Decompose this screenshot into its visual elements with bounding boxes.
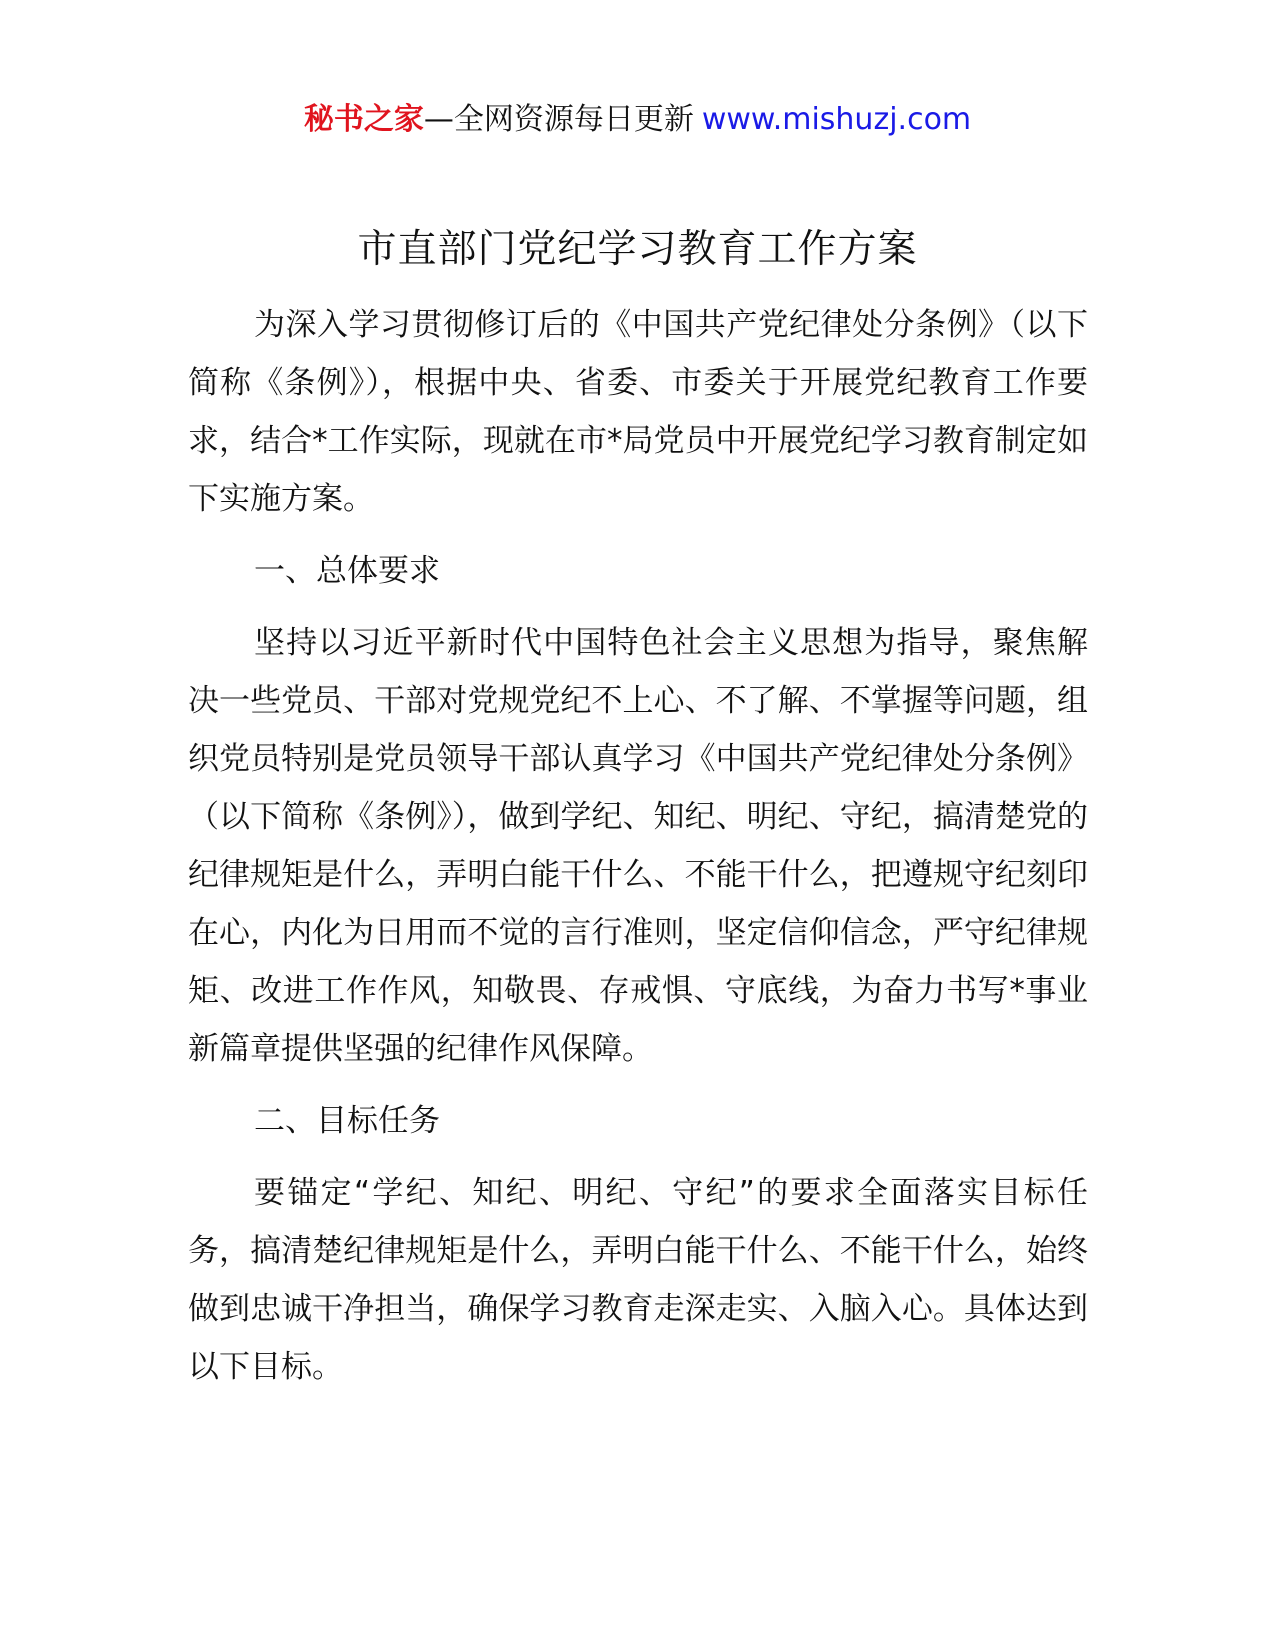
site-header	[0, 98, 1275, 142]
site-url-link[interactable]: www.mishuzj.com	[701, 102, 972, 137]
brand-name: 秘书之家	[303, 102, 424, 137]
header-slogan: —全网资源每日更新	[423, 102, 694, 137]
document-body	[188, 296, 1088, 1410]
section-heading-goals-tasks: 二、目标任务	[254, 1103, 440, 1139]
general-requirements-paragraph: 坚持以习近平新时代中国特色社会主义思想为指导，聚焦解决一些党员、干部对党规党纪不上心、不了解、不掌握等问题，组织党员特别是党员领导干部认真学习《中国共产党纪律处分条例》（以下简称《条例》），做到学纪、知纪、明纪、守纪，搞清楚党的纪律规矩是什么，弄明白能干什么、不能干什么，把遵规守纪刻印在心，内化为日用而不觉的言行准则，坚定信仰信念，严守纪律规矩、改进工作作风，知敬畏、存戒惧、守底线，为奋力书写*事业新篇章提供坚强的纪律作风保障。	[188, 625, 1088, 1067]
goals-tasks-paragraph: 要锚定“学纪、知纪、明纪、守纪”的要求全面落实目标任务，搞清楚纪律规矩是什么，弄明白能干什么、不能干什么，始终做到忠诚干净担当，确保学习教育走深走实、入脑入心。具体达到以下目标。	[188, 1175, 1088, 1385]
intro-paragraph: 为深入学习贯彻修订后的《中国共产党纪律处分条例》（以下简称《条例》），根据中央、省委、市委关于开展党纪教育工作要求，结合*工作实际，现就在市*局党员中开展党纪学习教育制定如下实施方案。	[188, 307, 1088, 517]
document-title: 市直部门党纪学习教育工作方案	[357, 227, 918, 272]
section-heading-general-requirements: 一、总体要求	[254, 553, 440, 589]
